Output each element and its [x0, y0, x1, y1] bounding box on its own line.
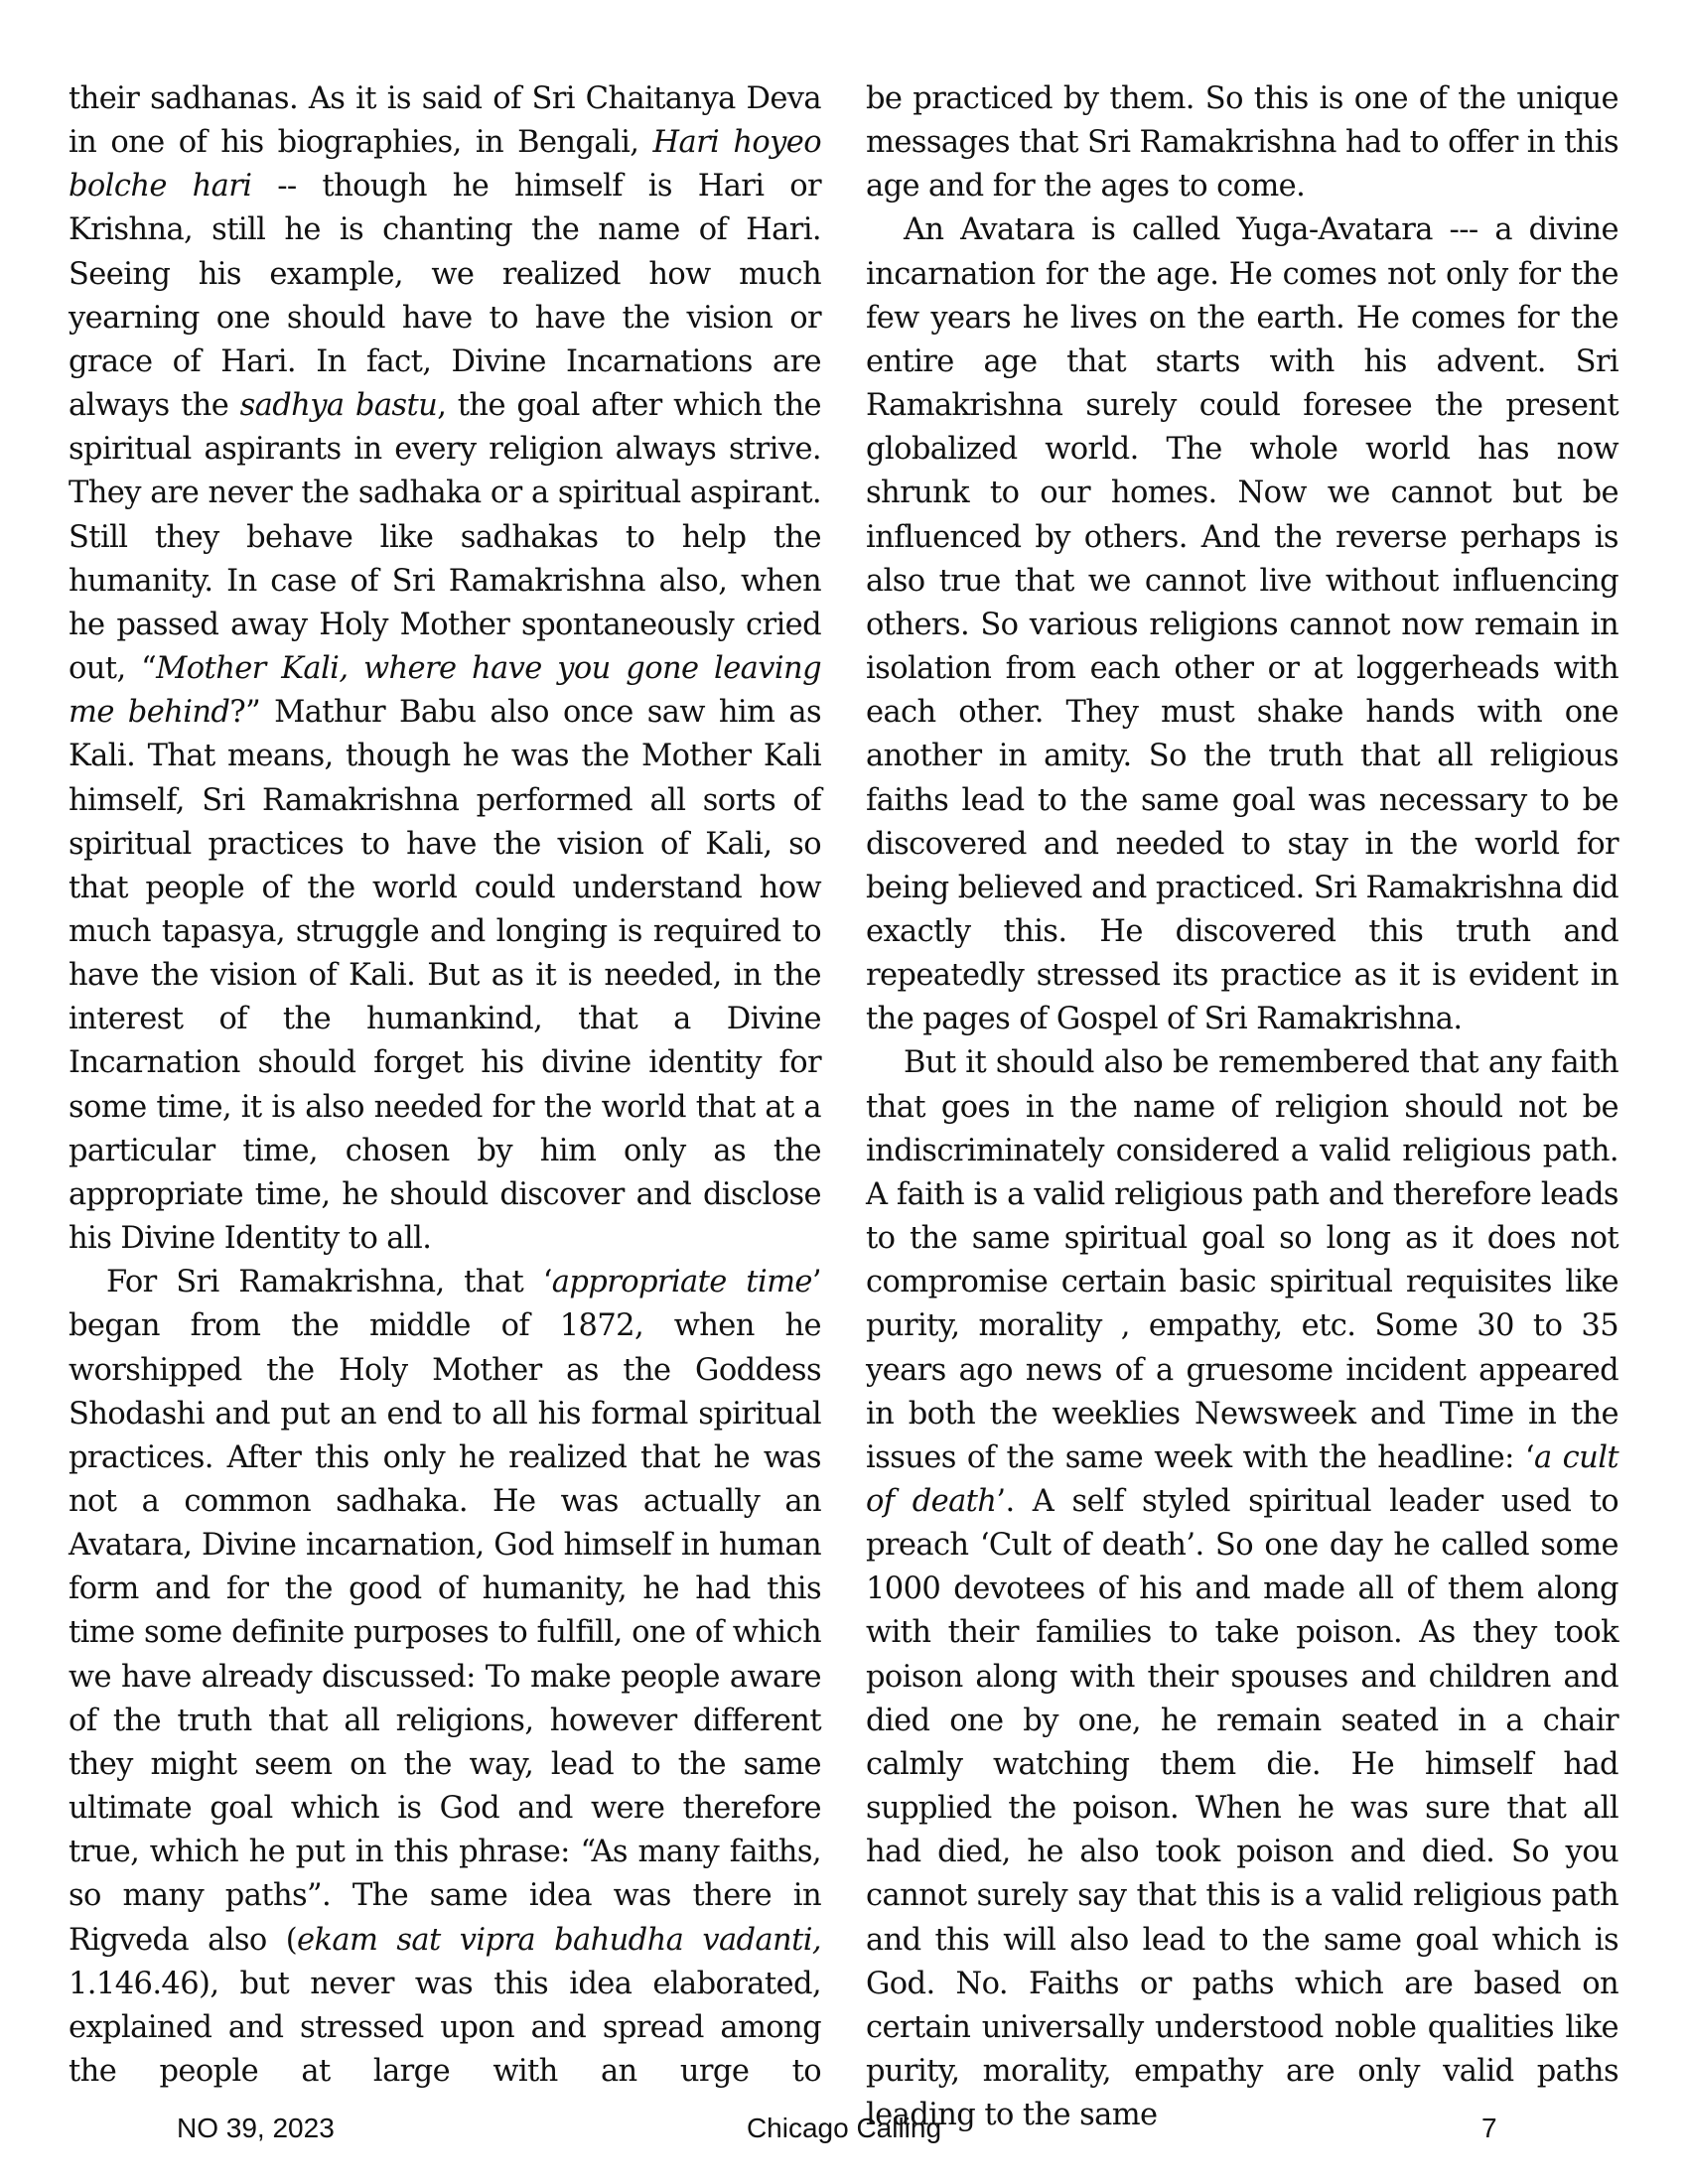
paragraph: their sadhanas. As it is said of Sri Chaitanya Deva in one of his biographies, in Bengali, Hari hoyeo bolche hari -- though he himself is Hari or Krishna, still he is chanting the name of Hari. Seeing his example, we realized how much yearning one should have to have the vision or grace of Hari. In fact, Divine Incarnations are always the sadhya bastu, the goal after which the spiritual aspirants in every religion always strive. They are never the sadhaka or a spiritual aspirant. Still they behave like sadhakas to help the humanity. In case of Sri Ramakrishna also, when he passed away Holy Mother spontaneously cried out, “Mother Kali, where have you gone leaving me behind?” Mathur Babu also once saw him as Kali. That means, though he was the Mother Kali himself, Sri Ramakrishna performed all sorts of spiritual practices to have the vision of Kali, so that people of the world could understand how much tapasya, struggle and longing is required to have the vision of Kali. But as it is needed, in the interest of the humankind, that a Divine Incarnation should forget his divine identity for some time, it is also needed for the world that at a particular time, chosen by him only as the appropriate time, he should discover and disclose his Divine Identity to all. — [69, 81, 821, 1257]
footer-publication: Chicago Calling — [746, 2113, 942, 2143]
right-column — [866, 77, 1618, 2137]
left-column — [69, 77, 821, 2094]
paragraph: For Sri Ramakrishna, that ‘appropriate time’ began from the middle of 1872, when he worshipped the Holy Mother as the Goddess Shodashi and put an end to all his formal spiritual practices. After this only he realized that he was not a common sadhaka. He was actually an Avatara, Divine incarnation, God himself in human form and for the good of humanity, he had this time some definite purposes to fulfill, one of which we have already discussed: To make people aware of the truth that all religions, however different they might seem on the way, lead to the same ultimate goal which is God and were therefore true, which he put in this phrase: “As many faiths, so many paths”. The same idea was there in Rigveda also (ekam sat vipra bahudha vadanti, 1.146.46), but never was this idea elaborated, explained and stressed upon and spread among the people at large with an urge to — [69, 1265, 821, 2090]
paragraph: be practiced by them. So this is one of the unique messages that Sri Ramakrishna had to offer in this age and for the ages to come. — [866, 81, 1618, 205]
paragraph: But it should also be remembered that any faith that goes in the name of religion should not be indiscriminately considered a valid religious path. A faith is a valid religious path and therefore leads to the same spiritual goal so long as it does not compromise certain basic spiritual requisites like purity, morality , empathy, etc. Some 30 to 35 years ago news of a gruesome incident appeared in both the weeklies Newsweek and Time in the issues of the same week with the headline: ‘a cult of death’. A self styled spiritual leader used to preach ‘Cult of death’. So one day he called some 1000 devotees of his and made all of them along with their families to take poison. As they took poison along with their spouses and children and died one by one, he remain seated in a chair calmly watching them die. He himself had supplied the poison. When he was sure that all had died, he also took poison and died. So you cannot surely say that this is a valid religious path and this will also lead to the same goal which is God. No. Faiths or paths which are based on certain universally understood noble qualities like purity, morality, empathy are only valid paths leading to the same — [866, 1045, 1619, 2133]
footer-page-number: 7 — [1481, 2113, 1497, 2143]
paragraph: An Avatara is called Yuga-Avatara --- a divine incarnation for the age. He comes not only for the few years he lives on the earth. He comes for the entire age that starts with his advent. Sri Ramakrishna surely could foresee the present globalized world. The whole world has now shrunk to our homes. Now we cannot but be influenced by others. And the reverse perhaps is also true that we cannot live without influencing others. So various religions cannot now remain in isolation from each other or at loggerheads with each other. They must shake hands with one another in amity. So the truth that all religious faiths lead to the same goal was necessary to be discovered and needed to stay in the world for being believed and practiced. Sri Ramakrishna did exactly this. He discovered this truth and repeatedly stressed its practice as it is evident in the pages of Gospel of Sri Ramakrishna. — [866, 212, 1618, 1037]
footer-issue: NO 39, 2023 — [177, 2113, 335, 2143]
